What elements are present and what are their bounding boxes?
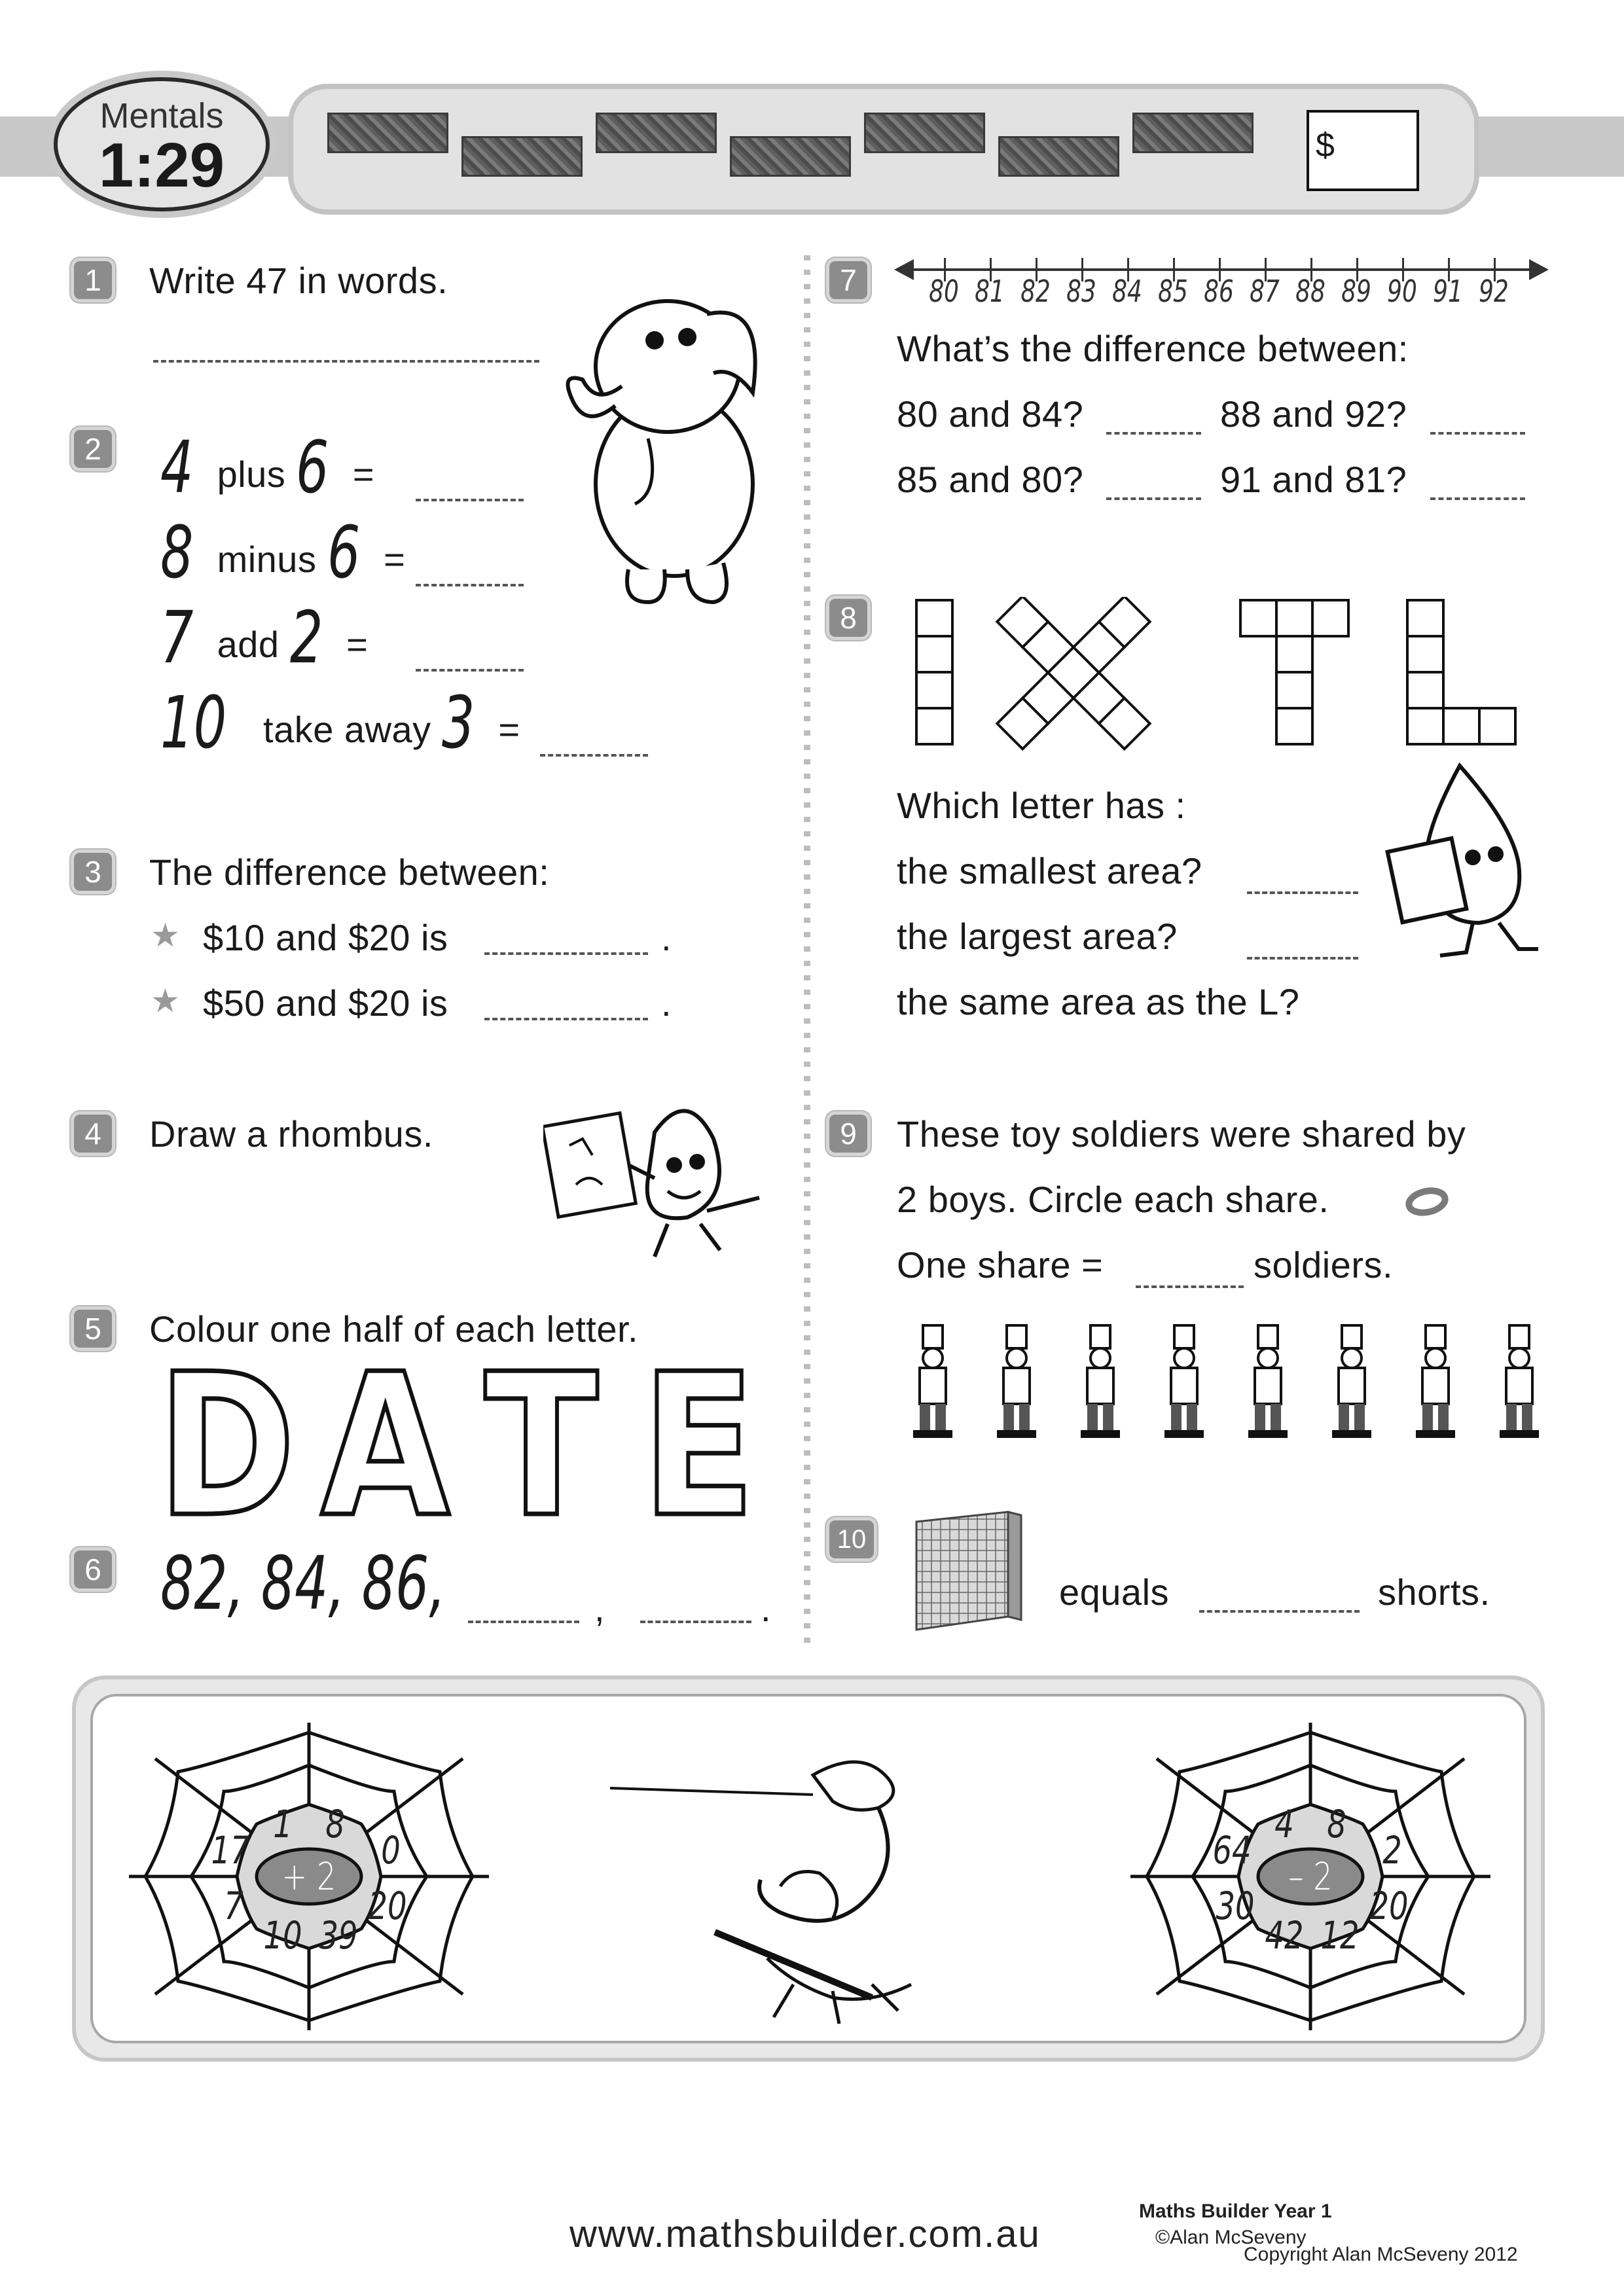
q7-answer-line[interactable] [1106,497,1201,500]
spider-right-number[interactable]: 20 [1369,1884,1409,1928]
shape-letter-t [1240,600,1348,744]
q6-answer-line-1[interactable] [468,1621,579,1623]
spider-left-center: + 2 [281,1854,336,1899]
q2-equals: = [346,624,369,665]
shape-letter-x [947,597,1201,751]
q8-item-1: the smallest area? [897,850,1202,891]
number-line-label: 80 [929,274,959,309]
q2-answer-line[interactable] [416,499,524,501]
number-line-label: 84 [1112,274,1142,309]
q7-item-2: 88 and 92? [1220,393,1407,435]
q2-operator: plus [217,454,286,495]
q3-period: . [661,917,672,958]
spider-left-number[interactable]: 39 [319,1913,358,1958]
water-skier-illustration [597,1736,1068,2030]
spider-right-number[interactable]: 8 [1327,1802,1346,1846]
q8-answer-line[interactable] [1247,957,1358,960]
question-number-8: 8 [826,596,871,640]
question-number-5: 5 [71,1306,115,1351]
number-line-label: 88 [1295,274,1326,309]
number-line-label: 87 [1250,274,1280,309]
mentals-badge [54,77,270,211]
coin-image [596,113,717,153]
coin-image [1132,113,1254,153]
q9-line-3a: One share = [897,1244,1104,1285]
q7-item-1: 80 and 84? [897,393,1084,435]
q2-answer-line[interactable] [416,584,524,586]
spider-right-number[interactable]: 4 [1274,1802,1294,1846]
footer-website: www.mathsbuilder.com.au [569,2213,1041,2255]
q2-operator: minus [217,539,317,580]
q2-equals: = [498,709,520,750]
q3-text: The difference between: [149,852,550,893]
question-number-7: 7 [826,258,871,302]
number-line-label: 83 [1066,274,1096,309]
q2-answer-line[interactable] [416,669,524,672]
drawing-character-illustration [543,1093,779,1270]
spider-left-number[interactable]: 10 [263,1913,302,1958]
spider-right-number[interactable]: 30 [1216,1884,1255,1928]
q2-operand-a: 7 [160,596,194,679]
toy-soldiers-row [903,1322,1532,1440]
q3-item-2: $50 and $20 is [203,982,448,1024]
q9-answer-line[interactable] [1136,1285,1244,1288]
q2-operator: add [217,624,280,665]
q7-answer-line[interactable] [1106,432,1201,435]
q6-sequence-text: 82, 84, 86, [160,1541,446,1626]
q8-prompt: Which letter has : [897,785,1186,826]
q2-operand-b: 6 [296,425,330,509]
footer-book-title: Maths Builder Year 1 [1139,2200,1332,2222]
spider-left-number[interactable]: 7 [224,1884,244,1928]
star-icon: ★ [151,982,180,1019]
toy-soldier-icon[interactable] [903,1322,962,1440]
q7-item-4: 91 and 81? [1220,459,1407,500]
question-number-9: 9 [826,1111,871,1156]
question-number-2: 2 [71,427,115,471]
q10-answer-line[interactable] [1199,1610,1360,1613]
dollar-sign: $ [1316,126,1335,164]
q1-text: Write 47 in words. [149,260,448,301]
spider-left-number[interactable]: 17 [211,1828,250,1873]
q7-item-3: 85 and 80? [897,459,1084,500]
hundred-block-icon [913,1509,1031,1633]
q2-line-2 [160,511,405,594]
arrow-left-icon [894,259,914,280]
q9-line-1: These toy soldiers were shared by [897,1113,1466,1155]
toy-soldier-icon[interactable] [1406,1322,1465,1440]
q6-comma: , [594,1588,605,1629]
q8-answer-line[interactable] [1247,891,1358,894]
money-answer-box[interactable] [1307,110,1419,191]
toy-soldier-icon[interactable] [1071,1322,1130,1440]
q2-equals: = [384,539,406,580]
number-line-label: 85 [1158,274,1188,309]
q6-sequence [160,1541,557,1626]
outline-letter-d[interactable]: D [157,1332,302,1560]
coin-image [461,136,583,177]
q8-item-2: the largest area? [897,916,1178,957]
q2-line-3 [160,596,368,679]
q2-operand-b: 2 [289,596,323,679]
spider-left-number[interactable]: 1 [273,1802,293,1846]
q7-answer-line[interactable] [1430,432,1525,435]
circle-hint-icon [1401,1183,1453,1220]
q7-answer-line[interactable] [1430,497,1525,500]
q3-period: . [661,982,672,1024]
shape-letter-l [1407,600,1515,744]
number-line-label: 86 [1204,274,1234,309]
question-number-4: 4 [71,1111,115,1156]
q8-item-3: the same area as the L? [897,981,1300,1022]
q3-answer-line[interactable] [484,952,648,955]
spider-right-number[interactable]: 12 [1320,1913,1360,1958]
q6-answer-line-2[interactable] [640,1621,751,1623]
coin-image [998,136,1119,177]
mentals-label: Mentals [99,96,224,135]
q3-item-1: $10 and $20 is [203,917,448,958]
q2-line-1 [160,425,374,509]
shape-letter-i [916,600,952,744]
spider-web-panel [72,1676,1545,2062]
spider-left-number[interactable]: 8 [325,1802,345,1846]
coin-image [864,113,985,153]
spider-left-number[interactable]: 0 [381,1828,401,1873]
spider-right-number[interactable]: 2 [1382,1828,1402,1873]
question-number-10: 10 [826,1517,877,1562]
question-number-1: 1 [71,258,115,302]
q9-line-3b: soldiers. [1254,1244,1394,1285]
number-line-label: 81 [975,274,1005,309]
q2-line-4 [160,681,520,764]
number-line-label: 89 [1341,274,1371,309]
arrow-right-icon [1529,259,1549,280]
q2-equals: = [352,454,375,495]
q10-text-a: equals [1059,1571,1170,1613]
q10-text-b: shorts. [1378,1571,1490,1613]
number-line-label: 90 [1387,274,1417,309]
toy-soldier-icon[interactable] [1238,1322,1297,1440]
spider-web-panel-inner [90,1694,1526,2043]
outline-letter-t[interactable]: T [484,1332,604,1560]
outline-letter-e[interactable]: E [641,1332,761,1560]
q1-answer-line[interactable] [153,360,539,363]
q2-operand-b: 6 [327,511,361,594]
q4-text: Draw a rhombus. [149,1113,433,1155]
q2-operator: take away [263,709,431,750]
q2-operand-a: 10 [160,681,227,764]
spider-right-number[interactable]: 42 [1265,1913,1304,1958]
toy-soldier-icon[interactable] [1490,1322,1549,1440]
q2-answer-line[interactable] [540,754,648,757]
reading-character-illustration [1381,759,1538,962]
q2-operand-a: 8 [160,511,194,594]
footer-copyright: Copyright Alan McSeveny 2012 [1244,2244,1518,2265]
toy-soldier-icon[interactable] [1322,1322,1381,1440]
number-line-label: 82 [1020,274,1051,309]
q6-period: . [761,1588,772,1629]
q3-answer-line[interactable] [484,1018,648,1020]
coin-image [327,113,448,153]
footer-author: ©Alan McSeveny [1155,2227,1307,2248]
number-line [897,249,1545,321]
q2-operand-a: 4 [160,425,194,509]
area-shapes [910,597,1525,751]
toy-soldier-icon[interactable] [1155,1322,1214,1440]
spider-right-center: – 2 [1288,1854,1333,1899]
question-number-6: 6 [71,1547,115,1592]
spider-left-number[interactable]: 20 [368,1884,407,1928]
elephant-illustration [556,275,772,615]
column-divider [804,255,810,1643]
q7-question: What’s the difference between: [897,328,1409,369]
star-icon: ★ [151,917,180,954]
number-line-label: 91 [1433,274,1463,309]
q2-operand-b: 3 [441,681,475,764]
spider-right-number[interactable]: 64 [1212,1828,1252,1873]
outline-letter-a[interactable]: A [321,1332,456,1560]
sheet-number: 1:29 [98,130,225,200]
q9-line-2: 2 boys. Circle each share. [897,1179,1329,1220]
number-line-label: 92 [1479,274,1509,309]
q5-text: Colour one half of each letter. [149,1308,639,1350]
coin-image [730,136,851,177]
question-number-3: 3 [71,850,115,894]
toy-soldier-icon[interactable] [987,1322,1046,1440]
